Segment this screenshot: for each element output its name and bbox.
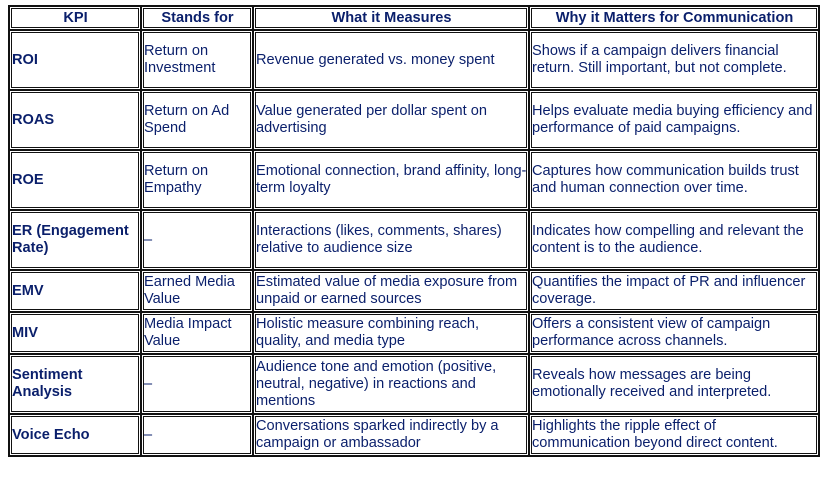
measures-cell: Emotional connection, brand affinity, long-term loyalty bbox=[254, 151, 530, 211]
stands-for-cell: Return on Empathy bbox=[142, 151, 254, 211]
table-row bbox=[10, 31, 820, 91]
table-row bbox=[10, 91, 820, 151]
stands-for-cell: Earned Media Value bbox=[142, 271, 254, 313]
kpi-cell: ER (Engagement Rate) bbox=[10, 211, 142, 271]
measures-cell: Holistic measure combining reach, quality, and media type bbox=[254, 313, 530, 355]
measures-cell: Estimated value of media exposure from unpaid or earned sources bbox=[254, 271, 530, 313]
measures-cell: Revenue generated vs. money spent bbox=[254, 31, 530, 91]
why-cell: Offers a consistent view of campaign performance across channels. bbox=[530, 313, 820, 355]
stands-for-cell: – bbox=[142, 211, 254, 271]
measures-cell: Interactions (likes, comments, shares) relative to audience size bbox=[254, 211, 530, 271]
why-cell: Highlights the ripple effect of communication beyond direct content. bbox=[530, 415, 820, 457]
why-cell: Indicates how compelling and relevant the content is to the audience. bbox=[530, 211, 820, 271]
why-cell: Shows if a campaign delivers financial return. Still important, but not complete. bbox=[530, 31, 820, 91]
why-cell: Captures how communication builds trust and human connection over time. bbox=[530, 151, 820, 211]
measures-cell: Audience tone and emotion (positive, neutral, negative) in reactions and mentions bbox=[254, 355, 530, 415]
kpi-cell: ROE bbox=[10, 151, 142, 211]
table-header-row bbox=[10, 7, 820, 31]
measures-cell: Value generated per dollar spent on advertising bbox=[254, 91, 530, 151]
header-stands-for: Stands for bbox=[142, 7, 254, 31]
table-row bbox=[10, 355, 820, 415]
table-row bbox=[10, 211, 820, 271]
kpi-cell: Voice Echo bbox=[10, 415, 142, 457]
kpi-cell: ROI bbox=[10, 31, 142, 91]
header-what-it-measures: What it Measures bbox=[254, 7, 530, 31]
why-cell: Reveals how messages are being emotionally received and interpreted. bbox=[530, 355, 820, 415]
kpi-cell: ROAS bbox=[10, 91, 142, 151]
header-kpi: KPI bbox=[10, 7, 142, 31]
stands-for-cell: Return on Investment bbox=[142, 31, 254, 91]
measures-cell: Conversations sparked indirectly by a campaign or ambassador bbox=[254, 415, 530, 457]
stands-for-cell: – bbox=[142, 415, 254, 457]
why-cell: Quantifies the impact of PR and influencer coverage. bbox=[530, 271, 820, 313]
stands-for-cell: Return on Ad Spend bbox=[142, 91, 254, 151]
why-cell: Helps evaluate media buying efficiency and performance of paid campaigns. bbox=[530, 91, 820, 151]
table-row bbox=[10, 313, 820, 355]
kpi-table bbox=[8, 5, 820, 457]
stands-for-cell: Media Impact Value bbox=[142, 313, 254, 355]
table-row bbox=[10, 271, 820, 313]
table-row bbox=[10, 151, 820, 211]
kpi-cell: EMV bbox=[10, 271, 142, 313]
kpi-cell: Sentiment Analysis bbox=[10, 355, 142, 415]
table-row bbox=[10, 415, 820, 457]
kpi-cell: MIV bbox=[10, 313, 142, 355]
header-why-it-matters: Why it Matters for Communication bbox=[530, 7, 820, 31]
stands-for-cell: – bbox=[142, 355, 254, 415]
kpi-document bbox=[8, 5, 818, 457]
